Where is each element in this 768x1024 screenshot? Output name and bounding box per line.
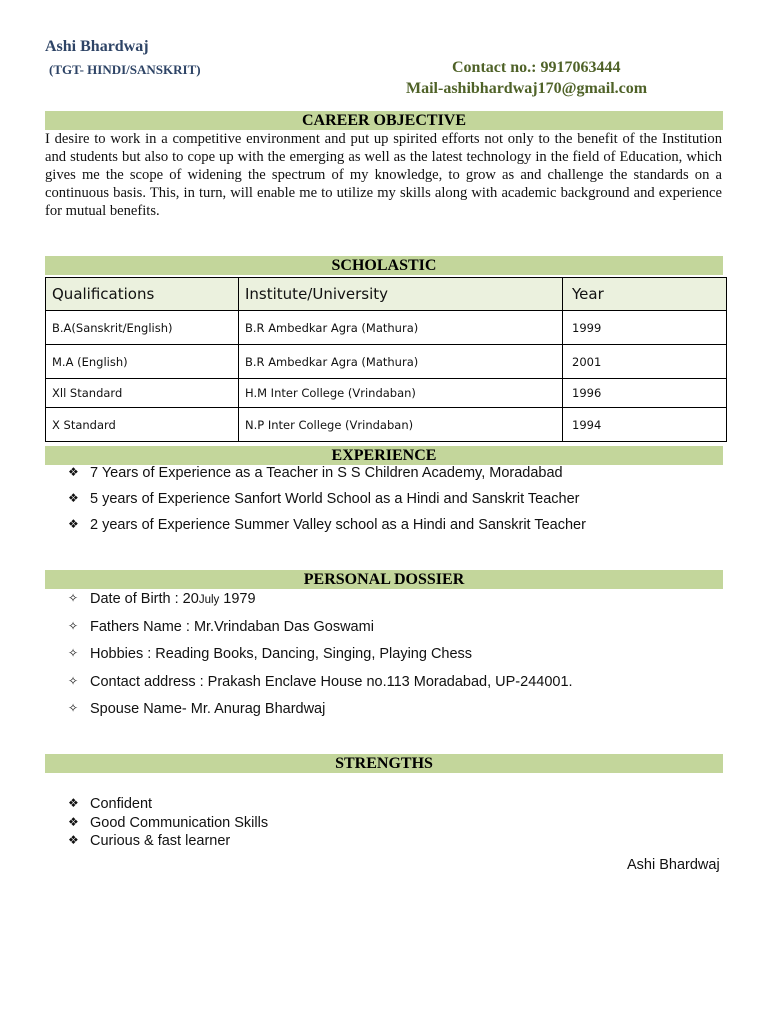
spouse-name: Spouse Name- Mr. Anurag Bhardwaj — [90, 701, 326, 717]
list-item — [68, 796, 268, 815]
year-cell: 1999 — [563, 311, 727, 345]
diamond-bullet-icon: ❖ — [68, 517, 79, 531]
contact-number: Contact no.: 9917063444 — [452, 59, 621, 76]
four-diamond-bullet-icon: ✧ — [68, 591, 79, 605]
dob-year: 1979 — [219, 591, 256, 607]
four-diamond-bullet-icon: ✧ — [68, 673, 79, 688]
diamond-bullet-icon: ❖ — [68, 465, 79, 479]
dossier-list — [68, 591, 573, 729]
diamond-bullet-icon: ❖ — [68, 814, 79, 829]
experience-heading: EXPERIENCE — [45, 446, 723, 465]
table-row — [46, 311, 727, 345]
strength-text: Curious & fast learner — [90, 833, 231, 849]
diamond-bullet-icon: ❖ — [68, 833, 79, 847]
qualification-cell: Xll Standard — [46, 379, 239, 408]
list-item — [68, 465, 586, 491]
personal-dossier-heading: PERSONAL DOSSIER — [45, 570, 723, 589]
list-item — [68, 701, 573, 729]
list-item — [68, 674, 573, 702]
contact-address: Contact address : Prakash Enclave House no.113 Moradabad, UP-244001. — [90, 673, 573, 690]
candidate-name: Ashi Bhardwaj — [45, 38, 149, 55]
hobbies: Hobbies : Reading Books, Dancing, Singing, Playing Chess — [90, 646, 473, 662]
dob-prefix: Date of Birth : 20 — [90, 591, 199, 607]
year-cell: 2001 — [563, 345, 727, 379]
experience-text: 7 Years of Experience as a Teacher in S S Children Academy, Moradabad — [90, 465, 563, 481]
institute-cell: B.R Ambedkar Agra (Mathura) — [239, 345, 563, 379]
institute-cell: B.R Ambedkar Agra (Mathura) — [239, 311, 563, 345]
strength-text: Good Communication Skills — [90, 814, 269, 831]
year-cell: 1994 — [563, 408, 727, 442]
contact-email: Mail-ashibhardwaj170@gmail.com — [406, 80, 648, 97]
institute-cell: N.P Inter College (Vrindaban) — [239, 408, 563, 442]
list-item — [68, 591, 573, 619]
year-cell: 1996 — [563, 379, 727, 408]
career-objective-text: I desire to work in a competitive environment and put up spirited efforts not only to the benefit of the Institution and students but also to cope up with the emerging as well as the latest technology in the field of Education, which gives me the scope of widening the spectrum of my knowledge, to grow as and challenge the standards on a continuous basis. This, in turn, will enable me to utilize my skills along with academic background and experience for mutual benefits. — [45, 131, 722, 219]
table-row — [46, 379, 727, 408]
diamond-bullet-icon: ❖ — [68, 491, 79, 505]
four-diamond-bullet-icon: ✧ — [68, 618, 79, 633]
qualification-cell: B.A(Sanskrit/English) — [46, 311, 239, 345]
signature-name: Ashi Bhardwaj — [627, 857, 720, 873]
candidate-role: (TGT- HINDI/SANSKRIT) — [49, 62, 201, 77]
experience-list — [68, 465, 586, 543]
four-diamond-bullet-icon: ✧ — [68, 701, 79, 715]
column-header: Qualifications — [46, 278, 239, 311]
qualification-cell: X Standard — [46, 408, 239, 442]
table-row — [46, 345, 727, 379]
list-item — [68, 646, 573, 674]
scholastic-table — [45, 277, 727, 442]
list-item — [68, 815, 268, 834]
column-header: Institute/University — [239, 278, 563, 311]
father-name: Fathers Name : Mr.Vrindaban Das Goswami — [90, 618, 374, 635]
dob-month: July — [198, 594, 220, 606]
list-item — [68, 491, 586, 517]
list-item — [68, 833, 268, 852]
table-header-row — [46, 278, 727, 311]
table-row — [46, 408, 727, 442]
strength-text: Confident — [90, 796, 153, 812]
scholastic-heading: SCHOLASTIC — [45, 256, 723, 275]
qualification-cell: M.A (English) — [46, 345, 239, 379]
career-objective-heading: CAREER OBJECTIVE — [45, 111, 723, 130]
strengths-list — [68, 796, 268, 852]
list-item — [68, 619, 573, 647]
diamond-bullet-icon: ❖ — [68, 796, 79, 810]
list-item — [68, 517, 586, 543]
strengths-heading: STRENGTHS — [45, 754, 723, 773]
institute-cell: H.M Inter College (Vrindaban) — [239, 379, 563, 408]
experience-text: 5 years of Experience Sanfort World School as a Hindi and Sanskrit Teacher — [90, 491, 580, 507]
column-header: Year — [563, 278, 727, 311]
experience-text: 2 years of Experience Summer Valley school as a Hindi and Sanskrit Teacher — [90, 517, 586, 533]
four-diamond-bullet-icon: ✧ — [68, 646, 79, 660]
